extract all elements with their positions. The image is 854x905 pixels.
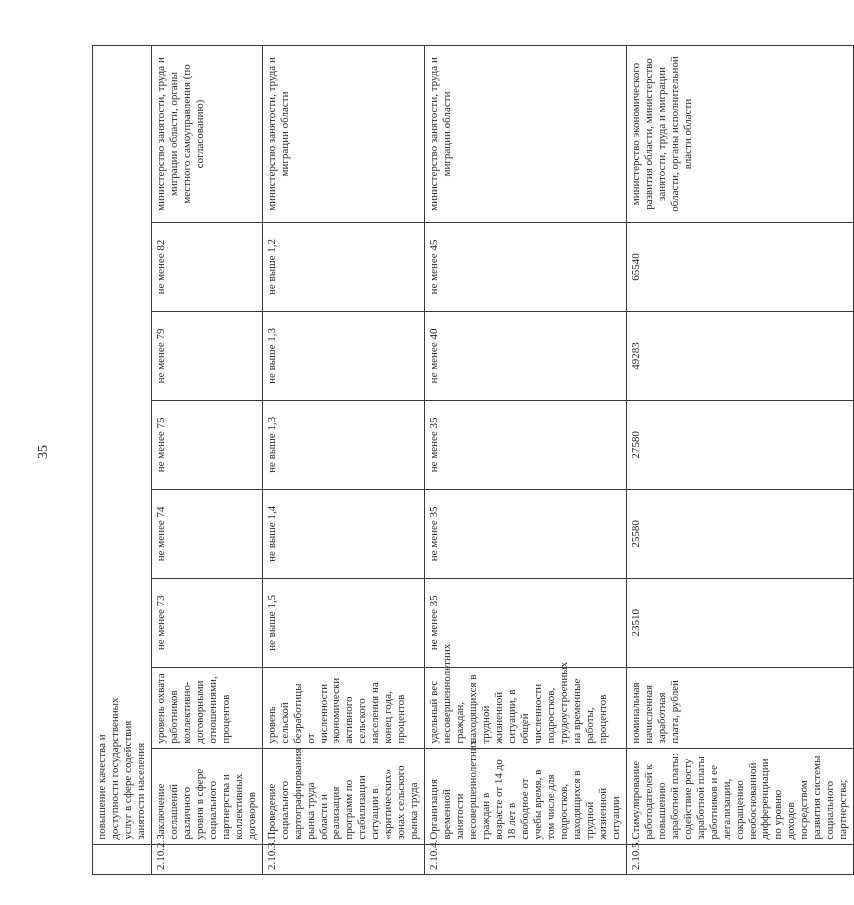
value-cell: не менее 82 <box>151 223 262 312</box>
table-row <box>626 46 853 875</box>
rotated-table-container <box>92 45 850 875</box>
value-cell: не менее 74 <box>151 489 262 578</box>
row-number: 2.10.5. <box>626 844 853 874</box>
row-number: 2.10.4. <box>425 844 627 874</box>
value-cell: не выше 1,2 <box>262 223 425 312</box>
continuation-text: повышение качества и доступности государственных услуг в сфере содействия занятости населения <box>93 46 152 845</box>
indicator-cell: номинальная начисленная заработная плата, рублей <box>626 667 853 748</box>
value-cell: не выше 1,5 <box>262 578 425 667</box>
executor-cell: министерство экономического развития области, министерство занятости, труда и миграции области, органы исполнительной власти области <box>626 46 853 223</box>
table-row <box>425 46 627 875</box>
row-number: 2.10.3. <box>262 844 425 874</box>
page-number: 35 <box>36 445 51 459</box>
value-cell: не выше 1,4 <box>262 489 425 578</box>
measure-cell: Заключение соглашений различного уровня в сфере социального партнерства и коллективных договоров <box>151 748 262 844</box>
measure-cell: Стимулирование работодателей к повышению заработной платы: содействие росту заработной платы работников и ее легализации, сокращению необоснованной дифференциации по уровню доходов посредством развития системы социального партнерства; <box>626 748 853 844</box>
table-row <box>262 46 425 875</box>
row-number <box>93 844 152 874</box>
measure-cell: Организация временной занятости несовершеннолетних граждан в возрасте от 14 до 18 лет в свободное от учебы время, в том числе для подростков, находящихся в трудной жизненной ситуации <box>425 748 627 844</box>
value-cell: 25580 <box>626 489 853 578</box>
indicator-cell: удельный вес несовершеннолетних граждан, находящихся в трудной жизненной ситуации, в общей численности подростков, трудоустроенных на временные работы, процентов <box>425 667 627 748</box>
table-row <box>151 46 262 875</box>
value-cell: не менее 73 <box>151 578 262 667</box>
executor-cell: министерство занятости, труда и миграции области, органы местного самоуправления (по согласованию) <box>151 46 262 223</box>
row-number: 2.10.2. <box>151 844 262 874</box>
value-cell: 65540 <box>626 223 853 312</box>
value-cell: 49283 <box>626 311 853 400</box>
value-cell: не выше 1,3 <box>262 400 425 489</box>
executor-cell: министерство занятости, труда и миграции области <box>262 46 425 223</box>
value-cell: не менее 79 <box>151 311 262 400</box>
value-cell: не менее 75 <box>151 400 262 489</box>
executor-cell: министерство занятости, труда и миграции области <box>425 46 627 223</box>
value-cell: 27580 <box>626 400 853 489</box>
value-cell: не выше 1,3 <box>262 311 425 400</box>
value-cell: не менее 35 <box>425 578 627 667</box>
value-cell: не менее 45 <box>425 223 627 312</box>
table-row <box>93 46 152 875</box>
measures-table <box>92 45 854 875</box>
value-cell: не менее 40 <box>425 311 627 400</box>
indicator-cell: уровень сельской безработицы от численности экономически активного сельского населения на конец года, процентов <box>262 667 425 748</box>
value-cell: 23510 <box>626 578 853 667</box>
value-cell: не менее 35 <box>425 489 627 578</box>
measure-cell: Проведение социального картографирования рынка труда области и реализация программ по стабилизации ситуации в «критических» зонах сельского рынка труда <box>262 748 425 844</box>
indicator-cell: уровень охвата работников коллективно-договорными отношениями, процентов <box>151 667 262 748</box>
value-cell: не менее 35 <box>425 400 627 489</box>
